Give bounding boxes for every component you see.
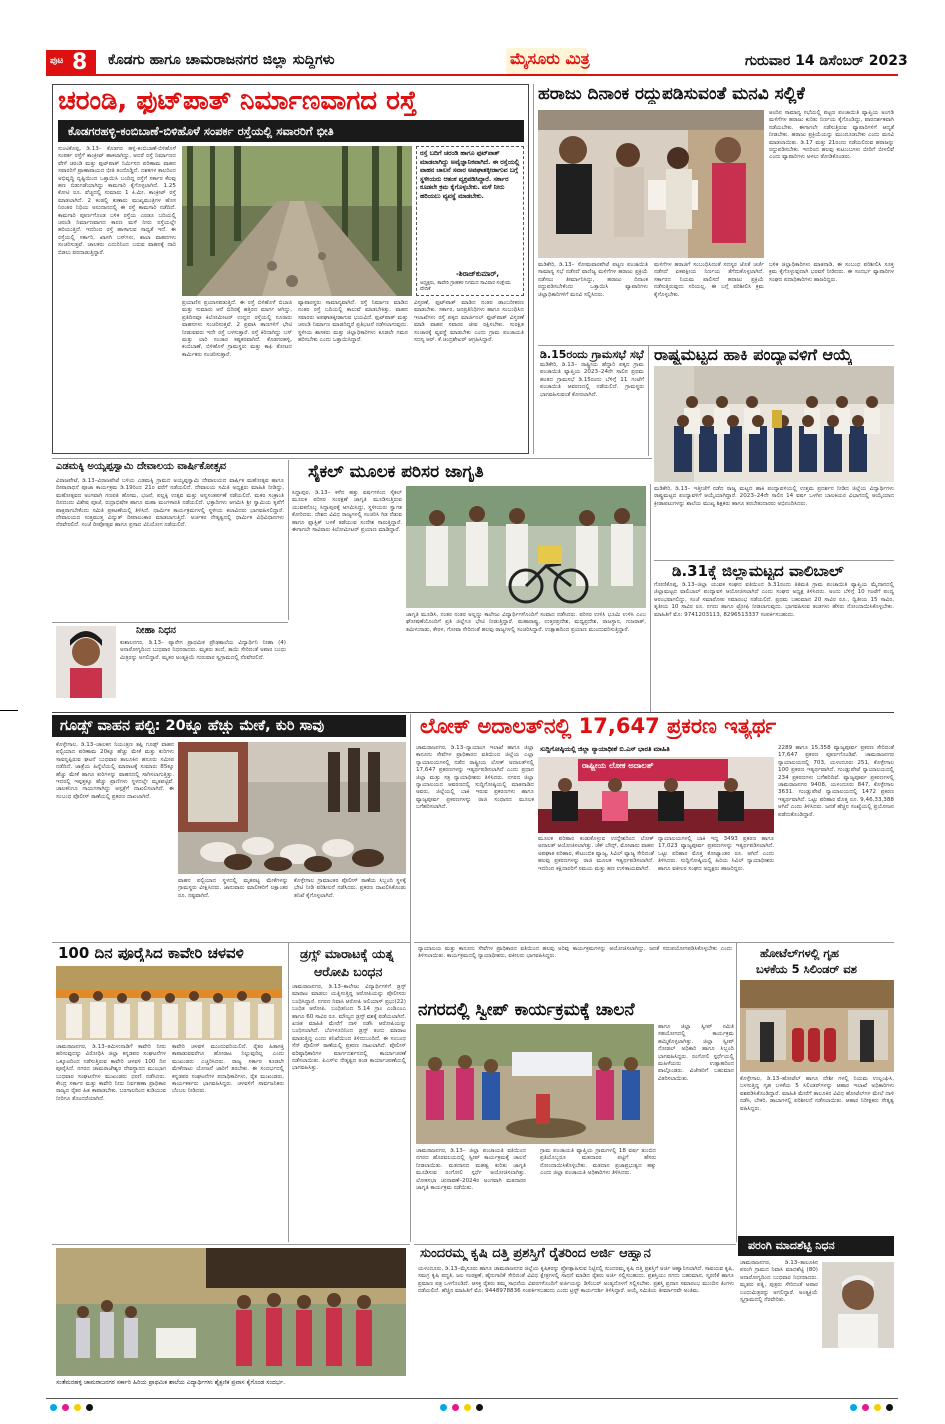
drugs-headline-line1: ಡ್ರಗ್ಸ್ ಮಾರಾಟಕ್ಕೆ ಯತ್ನ [300, 946, 394, 961]
road-photo [182, 146, 412, 296]
cycle-article-col1: ಸಿದ್ದಾಪುರ, ಡಿ.13– ಕಳೆದ ಹತ್ತು ವರ್ಷಗಳಿಂದ ಸೈಕಲ್ ಮೂಲಕ ಪರಿಸರ ಸಂರಕ್ಷಣೆ ಜಾಗೃತಿ ಮೂಡಿಸುತ್ತಿರುವ ಯುವಕನೊಬ್ಬ ಸಿದ್ದಾಪುರಕ್ಕೆ ಆಗಮಿಸಿದ್ದು, ಸ್ಥಳೀಯರು ಸ್ವಾಗತ ಕೋರಿದರು. ದೇಶದ ವಿವಿಧ ರಾಜ್ಯಗಳಲ್ಲಿ ಸಂಚರಿಸಿ ಗಿಡ ನೆಡುವ ಹಾಗೂ ಪ್ಲಾಸ್ಟಿಕ್ ಬಳಕೆ ತಡೆಯುವ ಸಂದೇಶ ಸಾರುತ್ತಿದ್ದಾರೆ. ಈಗಾಗಲೇ ಸಾವಿರಾರು ಕಿಲೋಮೀಟರ್ ಪ್ರಯಾಣ ಮಾಡಿದ್ದಾರೆ. [292, 490, 402, 534]
reg-dot [62, 1404, 69, 1411]
reg-dot [86, 1404, 93, 1411]
road-article-col3: ವ್ಯಾಪಾರಸ್ಥರು ಸಾಮಾನ್ಯವಾಗಿದೆ. ರಸ್ತೆ ನಿರ್ಮಾಣ ಮಾಡಿದ ನಂತರ ರಸ್ತೆ ಬದಿಯಲ್ಲಿ ಕಾಲುವೆ ಮಾಡಬೇಕಿತ್ತು, ವಾಹನ ಸವಾರರು ಅಪಘಾತಕ್ಕೀಡಾಗುವ ಭಯವಿದೆ. ಫುಟ್‌ಪಾತ್ ಮತ್ತು ಚರಂಡಿ ನಿರ್ಮಾಣ ಮಾಡದಿದ್ದರೆ ಪ್ರತಿಭಟನೆ ನಡೆಸಲಾಗುವುದು. ಸ್ಥಳೀಯ ಶಾಸಕರು ಮತ್ತು ಜಿಲ್ಲಾಧಿಕಾರಿಗಳು ಕೂಡಲೇ ಗಮನ ಹರಿಸಬೇಕು ಎಂದು ಒತ್ತಾಯಿಸಿದ್ದಾರೆ. [298, 300, 408, 344]
cycle-article-col2: ಜಾಗೃತಿ ಮೂಡಿಸಿ, ನಂತರ ನಂತರ ಅಲ್ಲದ್ದು ಕಾಲೇಜು ವಿದ್ಯಾರ್ಥಿಗಳೊಂದಿಗೆ ಸಂವಾದ ನಡೆಸಿದರು. ಪರಿಸರ ಉಳಿಸಿ ಭೂಮಿ ಉಳಿಸಿ ಎಂಬ ಘೋಷಣೆಯೊಂದಿಗೆ ಪ್ರತಿ ಜಿಲ್ಲೆಗೂ ಭೇಟಿ ನೀಡುತ್ತಿದ್ದಾರೆ. ಮಹಾರಾಷ್ಟ್ರ, ಉತ್ತರಪ್ರದೇಶ, ಮಧ್ಯಪ್ರದೇಶ, ರಾಜಸ್ಥಾನ, ಗುಜರಾತ್, ತಮಿಳುನಾಡು, ಕೇರಳ, ಗೋವಾ ಸೇರಿದಂತೆ ಹಲವು ರಾಜ್ಯಗಳಲ್ಲಿ ಸಂಚರಿಸಿದ್ದಾರೆ. ಉತ್ಸಾಹದಿಂದ ಪ್ರಯಾಣ ಮುಂದುವರಿಸುತ್ತಿದ್ದಾರೆ. [406, 612, 646, 633]
column-divider [410, 942, 411, 1242]
obituary2-portrait [822, 1262, 894, 1348]
cylinder-shop-photo [740, 980, 894, 1072]
divider [414, 1244, 736, 1245]
lokadalat-article-col3: ನ್ಯಾಯಾಲಯಗಳಲ್ಲಿ ಬಾಕಿ ಇದ್ದ 3493 ಪ್ರಕರಣ ಹಾಗೂ 17,023 ವ್ಯಾಜ್ಯಪೂರ್ವ ಪ್ರಕರಣಗಳನ್ನು ಇತ್ಯರ್ಥಪಡಿಸಲಾಗಿದೆ. ಒಟ್ಟು ಪರಿಹಾರ ಮೊತ್ತ ಕೋಟ್ಯಾಂತರ ರೂ. ಆಗಿದೆ ಎಂದು ತಿಳಿಸಿದರು. ಸುದ್ದಿಗೋಷ್ಠಿಯಲ್ಲಿ ಹಿರಿಯ ಸಿವಿಲ್ ನ್ಯಾಯಾಧೀಶರು ಹಾಗೂ ವಕೀಲರ ಸಂಘದ ಅಧ್ಯಕ್ಷರು ಹಾಜರಿದ್ದರು. [658, 836, 774, 872]
sweep-article-col3: ಹಾಗೂ ಜಿಲ್ಲಾ ಸ್ವೀಪ್ ಸಮಿತಿ ಸಹಯೋಗದಲ್ಲಿ ಕಾರ್ಯಕ್ರಮ ಹಮ್ಮಿಕೊಳ್ಳಲಾಗಿತ್ತು. ಜಿಲ್ಲಾ ಸ್ವೀಪ್ ನೋಡಲ್ ಅಧಿಕಾರಿ ಹಾಗೂ ಸಿಬ್ಬಂದಿ ಭಾಗವಹಿಸಿದ್ದರು. ರಂಗೋಲಿ ಸ್ಪರ್ಧೆಯಲ್ಲಿ ಮಹಿಳೆಯರು ಉತ್ಸಾಹದಿಂದ ಪಾಲ್ಗೊಂಡರು. ವಿಜೇತರಿಗೆ ಬಹುಮಾನ ವಿತರಿಸಲಾಯಿತು. [658, 1024, 734, 1082]
column-divider [736, 942, 737, 1242]
obituary2-headline: ಪರಂಗಿ ಮಾದಶೆಟ್ಟಿ ನಿಧನ [748, 1239, 835, 1252]
divider [52, 458, 652, 459]
road-headline: ಚರಂಡಿ, ಫುಟ್‌ಪಾತ್ ನಿರ್ಮಾಣವಾಗದ ರಸ್ತೆ [58, 86, 417, 116]
sweep-article-col2: ಗ್ರಾಮ ಪಂಚಾಯತಿ ವ್ಯಾಪ್ತಿಯ ಗ್ರಾಮಗಳಲ್ಲಿ 18 ವರ್ಷ ತುಂಬಿದ ಪ್ರತಿಯೊಬ್ಬರೂ ಮತದಾರರ ಪಟ್ಟಿಗೆ ಹೆಸರು ನೋಂದಾಯಿಸಿಕೊಳ್ಳಬೇಕು. ಮತದಾನ ಪ್ರಜಾಪ್ರಭುತ್ವದ ಹಕ್ಕು ಎಂದು ಜಿಲ್ಲಾ ಪಂಚಾಯತಿ ಅಧಿಕಾರಿಗಳು ತಿಳಿಸಿದರು. [540, 1148, 656, 1177]
kaveri-headline: 100 ದಿನ ಪೂರೈಸಿದ ಕಾವೇರಿ ಚಳವಳಿ [58, 944, 244, 962]
goods-article-col2: ವಾಹನ ಪಲ್ಟಿಯಾದ ಸ್ಥಳದಲ್ಲಿ ಮೃತಪಟ್ಟ ಮೇಕೆಗಳನ್ನು ಗ್ರಾಮಸ್ಥರು ವೀಕ್ಷಿಸಿದರು. ಜಾನುವಾರು ಮಾಲೀಕರಿಗೆ ಲಕ್ಷಾಂತರ ರೂ. ನಷ್ಟವಾಗಿದೆ. [178, 878, 288, 899]
school-caption: ಸಂತೆಮರಹಳ್ಳಿ ಚಾಮರಾಜನಗರ ಸರ್ಕಾರಿ ಹಿರಿಯ ಪ್ರಾಥಮಿಕ ಶಾಲೆಯ ವಿದ್ಯಾರ್ಥಿಗಳು ಶೈಕ್ಷಣಿಕ ಪ್ರವಾಸ ಕೈಗೊಂಡ ಸಂದರ್ಭ. [56, 1379, 285, 1386]
obituary1-portrait [56, 626, 116, 698]
gramasabha-article: ಮಡಿಕೇರಿ, ಡಿ.13– ರಾಷ್ಟ್ರೀಯ ಹೆದ್ದಾರಿ ಪಕ್ಕದ ಗ್ರಾಮ ಪಂಚಾಯಿತಿ ವ್ಯಾಪ್ತಿಯ 2023–24ನೇ ಸಾಲಿನ ಪ್ರಥಮ ಹಂತದ ಗ್ರಾಮಸಭೆ ಡಿ.15ರಂದು ಬೆಳಿಗ್ಗೆ 11 ಗಂಟೆಗೆ ಪಂಚಾಯಿತಿ ಆವರಣದಲ್ಲಿ ನಡೆಯಲಿದೆ. ಗ್ರಾಮಸ್ಥರು ಭಾಗವಹಿಸುವಂತೆ ಕೋರಲಾಗಿದೆ. [540, 362, 644, 398]
road-subhead: ಕೊಡಗರಹಳ್ಳಿ-ಕಂಬಿಬಾಣೆ-ಬಿಳಿಹೊಳೆ ಸಂಪರ್ಕ ರಸ್ತೆಯಲ್ಲಿ ಸವಾರರಿಗೆ ಭೀತಿ [68, 124, 334, 138]
reg-dot [464, 1404, 471, 1411]
obituary1-article: ಕುಶಾಲನಗರ, ಡಿ.13– ಪ್ಯಾರೇಗ ಪ್ರಾಥಮಿಕ ಪ್ರೌಢಶಾಲೆಯ ವಿದ್ಯಾರ್ಥಿನಿ ನೀಹಾ (4) ಅನಾರೋಗ್ಯದಿಂದ ಬುಧವಾರ ನಿಧನರಾದರು. ಮೃತರು ತಂದೆ, ತಾಯಿ ಸೇರಿದಂತೆ ಅಪಾರ ಬಂಧು ಮಿತ್ರರನ್ನು ಅಗಲಿದ್ದಾರೆ. ಮೃತರ ಅಂತ್ಯಕ್ರಿಯೆ ಗುರುವಾರ ಸ್ವಗ್ರಾಮದಲ್ಲಿ ನೆರವೇರಲಿದೆ. [120, 640, 286, 661]
petition-article-col2: ಮಡಿಕೇರಿ, ಡಿ.13– ಸೋಮವಾರಪೇಟೆ ಪಟ್ಟಣ ಪಂಚಾಯಿತಿ ಸಾಮಾನ್ಯ ಸಭೆ ನಡೆಸದೆ ವಾಣಿಜ್ಯ ಮಳಿಗೆಗಳ ಹರಾಜು ಪ್ರಕ್ರಿಯೆ ನಡೆಸಲು ತೀರ್ಮಾನಿಸಿದ್ದು, ಹರಾಜು ದಿನಾಂಕ ರದ್ದುಪಡಿಸಬೇಕೆಂದು ಒತ್ತಾಯಿಸಿ ವ್ಯಾಪಾರಿಗಳು ಜಿಲ್ಲಾಧಿಕಾರಿಗಳಿಗೆ ಮನವಿ ಸಲ್ಲಿಸಿದರು. [538, 262, 648, 298]
reg-dot [452, 1404, 459, 1411]
reg-dot [850, 1404, 857, 1411]
road-quote-role: ಅಧ್ಯಕ್ಷರು, ಕಾವೇರಿ ಗ್ರಾಹಕರ ನಿಗಮದ ಸಾವಿರಾರ ಸಂಕ್ಷೇಮ ವೇದಿಕೆ [420, 280, 511, 292]
cycle-headline: ಸೈಕಲ್ ಮೂಲಕ ಪರಿಸರ ಜಾಗೃತಿ [308, 462, 484, 482]
sweep-article-col1: ಚಾಮರಾಜನಗರ, ಡಿ.13– ಜಿಲ್ಲಾ ಪಂಚಾಯತಿ ವತಿಯಿಂದ ನಗರದ ಹೊರವಲಯದಲ್ಲಿ ಸ್ವೀಪ್ ಕಾರ್ಯಕ್ರಮಕ್ಕೆ ಚಾಲನೆ ನೀಡಲಾಯಿತು. ಮತದಾನದ ಮಹತ್ವ ಕುರಿತು ಜಾಗೃತಿ ಮೂಡಿಸುವ ರಂಗೋಲಿ ಸ್ಪರ್ಧೆ ಆಯೋಜಿಸಲಾಗಿತ್ತು. ಲೋಕಸಭಾ ಚುನಾವಣೆ–2024ರ ಅಂಗವಾಗಿ ಮತದಾರರ ಜಾಗೃತಿ ಕಾರ್ಯಕ್ರಮ ನಡೆಯಿತು. [416, 1148, 526, 1192]
newspaper-logo: ಮೈಸೂರು ಮಿತ್ರ [510, 49, 590, 68]
sweep-top-text: ನ್ಯಾಯಾಲಯ ಮತ್ತು ಕಾನೂನು ಸೇವೆಗಳ ಪ್ರಾಧಿಕಾರದ ವತಿಯಿಂದ ಹಲವು ಅರಿವು ಕಾರ್ಯಕ್ರಮಗಳನ್ನು ಆಯೋಜಿಸಲಾಗಿದ್ದು, ಜನತೆ ಸದುಪಯೋಗಪಡಿಸಿಕೊಳ್ಳಬೇಕು ಎಂದು ತಿಳಿಸಲಾಯಿತು. ಕಾರ್ಯಕ್ರಮದಲ್ಲಿ ನ್ಯಾಯಾಧೀಶರು, ವಕೀಲರು ಭಾಗವಹಿಸಿದ್ದರು. [418, 946, 732, 960]
registration-marks [50, 1404, 895, 1414]
road-article-col2: ಪ್ರಯಾಣಿಸ ಪ್ರಯಾಸಪಡುತ್ತಿದೆ. ಈ ರಸ್ತೆ ಬಿಳಿಹೊಳೆ ಬಿಬಾಜಿ ಮತ್ತು ಸುಮಾರು ಆನೆ ಬಿದಿರಕ್ಕೆ ಹತ್ತಿರದ ಮಾರ್ಗ ಆಗಿದ್ದು, ಪ್ರತಿದಿನವೂ ಕಿಲೋಮೀಟರ್ ಉದ್ದದ ರಸ್ತೆಯಲ್ಲಿ ನೂರಾರು ವಾಹನಗಳು ಸಂಚರಿಸುತ್ತವೆ. 2 ಪ್ರವಾಸಿ ತಾಣಗಳಿಗೆ ಭೇಟಿ ನೀಡುವವರು ಇದೇ ರಸ್ತೆ ಬಳಸುತ್ತಾರೆ. ರಸ್ತೆ ಕಿರಿದಾಗಿದ್ದು ಬಸ್ ಮತ್ತು ಲಾರಿ ಸಂಚಾರ ಕಷ್ಟಕರವಾಗಿದೆ. ಕೊಡಗರಹಳ್ಳಿ, ಕಂಬಿಬಾಣೆ, ಬಿಳಿಹೊಳೆ ಗ್ರಾಮಸ್ಥರು ಮತ್ತು ಕಾಫಿ ತೋಟದ ಕಾರ್ಮಿಕರು ಸಂಚರಿಸುತ್ತಾರೆ. [182, 300, 292, 358]
divider [52, 1244, 410, 1245]
column-divider [288, 460, 289, 620]
cylinder-headline-line2: ಬಳಕೆಯ 5 ಸಿಲಿಂಡರ್ ವಶ [756, 962, 857, 976]
cycle-photo [406, 486, 646, 608]
lokadalat-press-photo [538, 757, 774, 833]
petition-article-col3: ಮಳಿಗೆಗಳ ಹರಾಜಿಗೆ ಸಂಬಂಧಿಸಿದಂತೆ ಸದಸ್ಯರ ಜೊತೆ ಚರ್ಚೆ ನಡೆಸದೆ ಏಕಪಕ್ಷೀಯ ನಿರ್ಣಯ ತೆಗೆದುಕೊಳ್ಳಲಾಗಿದೆ. ಸರ್ಕಾರದ ನಿಯಮ ಪಾಲಿಸದೆ ಹರಾಜು ಪ್ರಕ್ರಿಯೆ ನಡೆಸುತ್ತಿರುವುದು ಸರಿಯಲ್ಲ. ಈ ಬಗ್ಗೆ ಪರಿಶೀಲಿಸಿ ಕ್ರಮ ಕೈಗೊಳ್ಳಬೇಕು. [654, 262, 764, 298]
kaveri-article-col2: ಕಾವೇರಿ ಚಳವಳಿ ಮುಂದುವರಿಯಲಿದೆ. ರೈತರ ಹಿತಾಸಕ್ತಿ ಕಾಪಾಡುವವರೆಗೂ ಹೋರಾಟ ನಿಲ್ಲುವುದಿಲ್ಲ ಎಂದು ಮುಖಂಡರು ಎಚ್ಚರಿಸಿದರು. ರಾಜ್ಯ ಸರ್ಕಾರ ಕೂಡಲೇ ಮೇಕೆದಾಟು ಯೋಜನೆ ಜಾರಿಗೆ ತರಬೇಕು. ಈ ಸಂದರ್ಭದಲ್ಲಿ ಕನ್ನಡಪರ ಸಂಘಟನೆಗಳ ಪದಾಧಿಕಾರಿಗಳು, ರೈತ ಮುಖಂಡರು, ಕಾರ್ಯಕರ್ತರು ಭಾಗವಹಿಸಿದ್ದರು. ಚಳವಳಿಗೆ ಸಾರ್ವಜನಿಕರು ಬೆಂಬಲ ನೀಡಿದರು. [172, 1044, 284, 1095]
divider [52, 942, 410, 943]
page-number-badge [46, 50, 96, 74]
road-quote-text: ರಸ್ತೆ ಬದಿಗೆ ಚರಂಡಿ ಹಾಗೂ ಫುಟ್‌ಪಾತ್ ಮಾಡಲಾಗಿದ್ದು ಅವೈಜ್ಞಾನಿಕವಾಗಿದೆ. ಈ ರಸ್ತೆಯಲ್ಲಿ ವಾಹನ ಚಾಲನೆ ಸವಾರ ಅಪಘಾತಕ್ಕೀಡಾಗುವ ಬಗ್ಗೆ ಸ್ಥಳೀಯರು ಆತಂಕ ವ್ಯಕ್ತಪಡಿಸಿದ್ದಾರೆ. ಸರ್ಕಾರ ಕೂಡಲೇ ಕ್ರಮ ಕೈಗೊಳ್ಳಬೇಕು. ಮಳೆ ನೀರು ಹರಿಯಲು ವ್ಯವಸ್ಥೆ ಮಾಡಬೇಕು. [420, 150, 520, 200]
temple-headline: ಎಡಮಕ್ಕಿ ಅಯ್ಯಪ್ಪಸ್ವಾಮಿ ದೇವಾಲಯ ವಾರ್ಷಿಕೋತ್ಸವ [56, 461, 227, 472]
goods-article-col3: ಕೊಳ್ಳೇಗಾಲ ಗ್ರಾಮಾಂತರ ಪೊಲೀಸ್ ಠಾಣೆಯ ಸಿಬ್ಬಂದಿ ಸ್ಥಳಕ್ಕೆ ಭೇಟಿ ನೀಡಿ ಪರಿಶೀಲನೆ ನಡೆಸಿದರು. ಪ್ರಕರಣ ದಾಖಲಿಸಿಕೊಂಡು ತನಿಖೆ ಕೈಗೊಳ್ಳಲಾಗಿದೆ. [294, 878, 406, 899]
sundaramma-headline: ಸುಂದರಮ್ಮ ಕೃಷಿ ದತ್ತಿ ಪ್ರಶಸ್ತಿಗೆ ರೈತರಿಂದ ಅರ್ಜಿ ಆಹ್ವಾನ [420, 1246, 651, 1261]
reg-dot [476, 1404, 483, 1411]
volleyball-headline: ಡಿ.31ಕ್ಕೆ ಜಿಲ್ಲಾಮಟ್ಟದ ವಾಲಿಬಾಲ್ [672, 562, 844, 580]
kaveri-article-col1: ಚಾಮರಾಜನಗರ, ಡಿ.13–ತಮಿಳುನಾಡಿಗೆ ಕಾವೇರಿ ನೀರು ಹರಿಸುವುದನ್ನು ವಿರೋಧಿಸಿ ಜಿಲ್ಲಾ ಕನ್ನಡಪರ ಸಂಘಟನೆಗಳ ಒಕ್ಕೂಟದಿಂದ ನಡೆಸುತ್ತಿರುವ ಕಾವೇರಿ ಚಳವಳಿ 100 ದಿನ ಪೂರೈಸಿದೆ. ನಗರದ ಚಾಮರಾಜೇಶ್ವರ ದೇವಸ್ಥಾನದ ಮುಂಭಾಗ ಬುಧವಾರ ಸಂಘಟನೆಗಳ ಮುಖಂಡರು ಧರಣಿ ನಡೆಸಿದರು. ಕೇಂದ್ರ ಸರ್ಕಾರ ಮತ್ತು ಕಾವೇರಿ ನೀರು ನಿರ್ವಹಣಾ ಪ್ರಾಧಿಕಾರ ರಾಜ್ಯದ ರೈತರ ಹಿತ ಕಾಪಾಡಬೇಕು. ಬರಗಾಲದಿಂದ ಕುಡಿಯುವ ನೀರಿಗೂ ತೊಂದರೆಯಾಗಿದೆ. [56, 1044, 166, 1102]
petition-headline: ಹರಾಜು ದಿನಾಂಕ ರದ್ದುಪಡಿಸುವಂತೆ ಮನವಿ ಸಲ್ಲಿಕೆ [538, 84, 805, 104]
gramasabha-headline: ಡಿ.15ರಂದು ಗ್ರಾಮಸಭೆ ಸಭೆ [540, 348, 644, 361]
reg-dot [74, 1404, 81, 1411]
obituary1-headline: ನೀಹಾ ನಿಧನ [136, 625, 176, 636]
hockey-article: ಮಡಿಕೇರಿ, ಡಿ.13– ಇತ್ತೀಚೆಗೆ ನಡೆದ ರಾಜ್ಯ ಮಟ್ಟದ ಹಾಕಿ ಪಂದ್ಯಾವಳಿಯಲ್ಲಿ ಉತ್ತಮ ಪ್ರದರ್ಶನ ನೀಡಿದ ಜಿಲ್ಲೆಯ ವಿದ್ಯಾರ್ಥಿಗಳು ರಾಷ್ಟ್ರಮಟ್ಟದ ಪಂದ್ಯಾವಳಿಗೆ ಆಯ್ಕೆಯಾಗಿದ್ದಾರೆ. 2023–24ನೇ ಸಾಲಿನ 14 ವರ್ಷ ಒಳಗಿನ ಬಾಲಕಿಯರ ವಿಭಾಗದಲ್ಲಿ ಆಯ್ಕೆಯಾದ ಕ್ರೀಡಾಪಟುಗಳನ್ನು ಶಾಲೆಯ ಮುಖ್ಯ ಶಿಕ್ಷಕರು ಹಾಗೂ ತರಬೇತುದಾರರು ಅಭಿನಂದಿಸಿದರು. [654, 486, 894, 507]
cylinder-headline-line1: ಹೋಟೆಲ್‌ಗಳಲ್ಲಿ ಗೃಹ [760, 946, 839, 960]
cylinder-article: ಕೊಳ್ಳೇಗಾಲ, ಡಿ.13–ಹೋಟೆಲ್ ಹಾಗೂ ದೇಶೀ ಗಳಲ್ಲಿ ನಿಯಮ ಉಲ್ಲಂಘಿಸಿ, ಬಳಸುತ್ತಿದ್ದ ಗೃಹ ಬಳಕೆಯ 5 ಸಿಲಿಂಡರ್‌ಗಳನ್ನು ಆಹಾರ ಇಲಾಖೆ ಅಧಿಕಾರಿಗಳು ವಶಪಡಿಸಿಕೊಂಡಿದ್ದಾರೆ. ಮಾಹಿತಿ ಮೇರೆಗೆ ತಾಲೂಕಿನ ವಿವಿಧ ಹೋಟೆಲ್‌ಗಳ ಮೇಲೆ ದಾಳಿ ನಡೆಸಿ, ಬೇಕರಿ, ಡಾಬಾಗಳಲ್ಲಿ ಪರಿಶೀಲನೆ ನಡೆಸಲಾಯಿತು. ಆಹಾರ ನಿರೀಕ್ಷಕರು ನೇತೃತ್ವ ವಹಿಸಿದ್ದರು. [740, 1076, 894, 1112]
lokadalat-byline: ಸುದ್ದಿಗೋಷ್ಠಿಯಲ್ಲಿ ಜಿಲ್ಲಾ ನ್ಯಾಯಾಧೀಶೆ ಬಿ.ಎಸ್ ಭಾರತಿ ಮಾಹಿತಿ [540, 745, 670, 753]
hockey-team-photo [654, 366, 894, 482]
lokadalat-banner-text: ರಾಷ್ಟ್ರೀಯ ಲೋಕ ಅದಾಲತ್ [582, 761, 654, 770]
column-divider [533, 84, 534, 454]
hockey-headline: ರಾಷ್ಟ್ರಮಟ್ಟದ ಹಾಕಿ ಪಂದ್ಯಾವಳಿಗೆ ಆಯ್ಕೆ [654, 345, 853, 364]
bottom-rule [46, 1398, 898, 1399]
drugs-article: ಚಾಮರಾಜನಗರ, ಡಿ.13–ಕಾಲೇಜು ವಿದ್ಯಾರ್ಥಿಗಳಿಗೆ ಡ್ರಗ್ಸ್ ಮಾರಾಟ ಮಾಡಲು ಯತ್ನಿಸುತ್ತಿದ್ದ ಆರೋಪಿಯನ್ನು ಪೊಲೀಸರು ಬಂಧಿಸಿದ್ದಾರೆ. ನಗರದ ನಿವಾಸಿ ಆರೋಪಿ ಅಲಿಯಾಸ್ ಪ್ರಭು(22) ಬಂಧಿತ ಆರೋಪಿ. ಬಂಧಿತನಿಂದ 5.14 ಗ್ರಾಂ ಎಂಡಿಎಂಎ ಹಾಗೂ 60 ಸಾವಿರ ರೂ. ಮೌಲ್ಯದ ಡ್ರಗ್ಸ್ ವಶಕ್ಕೆ ಪಡೆಯಲಾಗಿದೆ. ಖಚಿತ ಮಾಹಿತಿ ಮೇರೆಗೆ ದಾಳಿ ನಡೆಸಿ ಆರೋಪಿಯನ್ನು ಬಂಧಿಸಲಾಗಿದೆ. ಬೆಂಗಳೂರಿನಿಂದ ಡ್ರಗ್ಸ್ ತಂದು ಮಾರಾಟ ಮಾಡುತ್ತಿದ್ದ ಎಂದು ತನಿಖೆಯಿಂದ ತಿಳಿದುಬಂದಿದೆ. ಈ ಸಂಬಂಧ ಸೆನ್ ಪೊಲೀಸ್ ಠಾಣೆಯಲ್ಲಿ ಪ್ರಕರಣ ದಾಖಲಾಗಿದೆ. ಪೊಲೀಸ್ ವರಿಷ್ಠಾಧಿಕಾರಿಗಳ ಮಾರ್ಗದರ್ಶನದಲ್ಲಿ ಕಾರ್ಯಾಚರಣೆ ನಡೆಸಲಾಯಿತು. ಪಿಎಸ್‌ಐ ನೇತೃತ್ವದ ತಂಡ ಕಾರ್ಯಾಚರಣೆಯಲ್ಲಿ ಭಾಗವಹಿಸಿತ್ತು. [292, 984, 406, 1072]
page-number: 8 [72, 50, 88, 75]
sweep-headline: ನಗರದಲ್ಲಿ ಸ್ವೀಪ್ ಕಾರ್ಯಕ್ರಮಕ್ಕೆ ಚಾಲನೆ [418, 1000, 635, 1020]
reg-dot [440, 1404, 447, 1411]
issue-date: ಗುರುವಾರ 14 ಡಿಸೆಂಬರ್ 2023 [745, 53, 908, 69]
lokadalat-headline: ಲೋಕ್ ಅದಾಲತ್‌ನಲ್ಲಿ 17,647 ಪ್ರಕರಣ ಇತ್ಯರ್ಥ [420, 714, 777, 738]
page-label: ಪುಟ [50, 56, 64, 66]
sundaramma-article: ಯಳಂದೂರು, ಡಿ.13–ಮೈಸೂರು ಹಾಗೂ ಚಾಮರಾಜನಗರ ಜಿಲ್ಲೆಯ ಕೃಷಿಕರನ್ನು ಪ್ರೋತ್ಸಾಹಿಸುವ ನಿಟ್ಟಿನಲ್ಲಿ ಸುಂದರಮ್ಮ ಕೃಷಿ ದತ್ತಿ ಪ್ರಶಸ್ತಿಗೆ ಅರ್ಜಿ ಆಹ್ವಾನಿಸಲಾಗಿದೆ. ಸಾವಯವ ಕೃಷಿ, ಸಮಗ್ರ ಕೃಷಿ ಪದ್ಧತಿ, ಜಲ ಸಂರಕ್ಷಣೆ, ಹೈನುಗಾರಿಕೆ ಸೇರಿದಂತೆ ವಿವಿಧ ಕ್ಷೇತ್ರಗಳಲ್ಲಿ ಸಾಧನೆ ಮಾಡಿದ ರೈತರು ಅರ್ಜಿ ಸಲ್ಲಿಸಬಹುದು. ಪ್ರಶಸ್ತಿಯು ನಗದು ಬಹುಮಾನ, ಸ್ಮರಣಿಕೆ ಹಾಗೂ ಪ್ರಮಾಣ ಪತ್ರ ಒಳಗೊಂಡಿದೆ. ಆಸಕ್ತ ರೈತರು ತಮ್ಮ ಸಾಧನೆಯ ವಿವರಗಳೊಂದಿಗೆ ಅರ್ಜಿಯನ್ನು ಡಿಸೆಂಬರ್ ಅಂತ್ಯದೊಳಗೆ ಸಲ್ಲಿಸಬೇಕು. ಪ್ರಶಸ್ತಿ ಪ್ರದಾನ ಸಮಾರಂಭ ಮುಂದಿನ ತಿಂಗಳು ನಡೆಯಲಿದೆ. ಹೆಚ್ಚಿನ ಮಾಹಿತಿಗೆ ಮೊ: 9448978836 ಸಂಪರ್ಕಿಸಬಹುದು ಎಂದು ಟ್ರಸ್ಟ್ ಕಾರ್ಯದರ್ಶಿ ತಿಳಿಸಿದ್ದಾರೆ. ಆಯ್ಕೆ ಸಮಿತಿಯ ತೀರ್ಮಾನವೇ ಅಂತಿಮ. [418, 1266, 734, 1295]
goods-accident-photo [178, 742, 406, 874]
petition-photo [538, 110, 764, 258]
column-divider [648, 346, 649, 456]
volleyball-article: ಗೋಣಿಕೊಪ್ಪ, ಡಿ.13–ಜಿಲ್ಲಾ ಯುವಕ ಸಂಘದ ವತಿಯಿಂದ ಡಿ.31ರಂದು ತಿತಿಮತಿ ಗ್ರಾಮ ಪಂಚಾಯಿತಿ ವ್ಯಾಪ್ತಿಯ ಮೈದಾನದಲ್ಲಿ ಜಿಲ್ಲಾಮಟ್ಟದ ವಾಲಿಬಾಲ್ ಪಂದ್ಯಾವಳಿ ಆಯೋಜಿಸಲಾಗಿದೆ ಎಂದು ಸಂಘದ ಅಧ್ಯಕ್ಷ ತಿಳಿಸಿದರು. ಅಂದು ಬೆಳಿಗ್ಗೆ 10 ಗಂಟೆಗೆ ಪಂದ್ಯ ಆರಂಭವಾಗಲಿದ್ದು, ಸಂಜೆ ಸಮಾರೋಪ ಸಮಾರಂಭ ನಡೆಯಲಿದೆ. ಪ್ರಥಮ ಬಹುಮಾನ 20 ಸಾವಿರ ರೂ., ದ್ವಿತೀಯ 15 ಸಾವಿರ, ತೃತೀಯ 10 ಸಾವಿರ ರೂ. ನಗದು ಹಾಗೂ ಟ್ರೋಫಿ ನೀಡಲಾಗುವುದು. ಭಾಗವಹಿಸುವ ತಂಡಗಳು ಹೆಸರು ನೋಂದಾಯಿಸಿಕೊಳ್ಳಬೇಕು. ಮಾಹಿತಿಗೆ ಮೊ: 9741203113, 8296513337 ಸಂಪರ್ಕಿಸಬಹುದು. [654, 582, 894, 618]
divider [414, 942, 894, 943]
lokadalat-article-col2: ಮೂಲಕ ಪರಿಹಾರ ಕಂಡುಕೊಳ್ಳುವ ಉದ್ದೇಶದಿಂದ ಲೋಕ್ ಅದಾಲತ್ ಆಯೋಜಿಸಲಾಗಿತ್ತು. ಚೆಕ್ ಬೌನ್ಸ್, ಮೋಟಾರು ವಾಹನ ಅಪಘಾತ ಪರಿಹಾರ, ಕೌಟುಂಬಿಕ ವ್ಯಾಜ್ಯ, ಸಿವಿಲ್ ವ್ಯಾಜ್ಯ ಸೇರಿದಂತೆ ಹಲವು ಪ್ರಕರಣಗಳನ್ನು ರಾಜಿ ಮೂಲಕ ಇತ್ಯರ್ಥಪಡಿಸಲಾಗಿದೆ. ಇದರಿಂದ ಕಕ್ಷಿದಾರರಿಗೆ ಸಮಯ ಮತ್ತು ಹಣ ಉಳಿತಾಯವಾಗಿದೆ. [538, 836, 654, 872]
temple-article: ವಿರಾಜಪೇಟೆ, ಡಿ.13–ವಿರಾಜಪೇಟೆ ಬಳಿಯ ಎಡಮಕ್ಕಿ ಗ್ರಾಮದ ಅಯ್ಯಪ್ಪಸ್ವಾಮಿ ದೇವಾಲಯದ ವಾರ್ಷಿಕ ಮಹೋತ್ಸವ ಹಾಗೂ ದೀಪಾರಾಧನೆ ಪೂಜಾ ಕಾರ್ಯಕ್ರಮ ಡಿ.19ರಿಂದ 21ರ ವರೆಗೆ ನಡೆಯಲಿದೆ. ದೇವಾಲಯ ಸಮಿತಿ ಅಧ್ಯಕ್ಷರು ಮಾಹಿತಿ ನೀಡಿದ್ದು, ಮಹೋತ್ಸವದ ಅಂಗವಾಗಿ ಗಣಪತಿ ಹೋಮ, ಭಜನೆ, ಪಲ್ಲಕ್ಕಿ ಉತ್ಸವ ಮತ್ತು ಅನ್ನಸಂತರ್ಪಣೆ ನಡೆಯಲಿದೆ. ಮಕರ ಸಂಕ್ರಾಂತಿ ದಿನದಂದು ವಿಶೇಷ ಪೂಜೆ, ರುದ್ರಾಭಿಷೇಕ ಹಾಗೂ ಮಹಾ ಮಂಗಳಾರತಿ ನಡೆಯಲಿದೆ. ಭಕ್ತಾದಿಗಳು ಆಗಮಿಸಿ ಶ್ರೀ ಸ್ವಾಮಿಯ ಕೃಪೆಗೆ ಪಾತ್ರರಾಗಬೇಕೆಂದು ಸಮಿತಿ ಪ್ರಕಟಣೆಯಲ್ಲಿ ತಿಳಿಸಿದೆ. ಧಾರ್ಮಿಕ ಕಾರ್ಯಕ್ರಮಗಳಲ್ಲಿ ಸ್ಥಳೀಯ ಕಲಾವಿದರು ಭಾಗವಹಿಸಲಿದ್ದಾರೆ. ದೇವಾಲಯದ ಸುತ್ತಮುತ್ತ ವಿದ್ಯುತ್ ದೀಪಾಲಂಕಾರ ಮಾಡಲಾಗುತ್ತಿದೆ. ಅರ್ಚಕರ ನೇತೃತ್ವದಲ್ಲಿ ಧಾರ್ಮಿಕ ವಿಧಿವಿಧಾನಗಳು ನೆರವೇರಲಿದೆ. ಸಂಜೆ ದೀಪೋತ್ಸವ ಹಾಗೂ ಪ್ರಸಾದ ವಿನಿಯೋಗ ನಡೆಯಲಿದೆ. [56, 478, 284, 529]
goods-headline: ಗೂಡ್ಸ್ ವಾಹನ ಪಲ್ಟಿ: 20ಕ್ಕೂ ಹೆಚ್ಚು ಮೇಕೆ, ಕುರಿ ಸಾವು [60, 718, 325, 734]
road-quote-byline: -ಶಿರಾಜ್‌ಕುಮಾರ್, [456, 270, 500, 278]
section-title: ಕೊಡಗು ಹಾಗೂ ಚಾಮರಾಜನಗರ ಜಿಲ್ಲಾ ಸುದ್ದಿಗಳು [108, 52, 335, 68]
reg-dot [874, 1404, 881, 1411]
column-divider [650, 484, 651, 712]
page-section-divider [52, 712, 894, 713]
lokadalat-article-col1: ಚಾಮರಾಜನಗರ, ಡಿ.13–ನ್ಯಾಯಾಂಗ ಇಲಾಖೆ ಹಾಗೂ ಜಿಲ್ಲಾ ಕಾನೂನು ಸೇವೆಗಳ ಪ್ರಾಧಿಕಾರದ ವತಿಯಿಂದ ಜಿಲ್ಲೆಯ ಎಲ್ಲಾ ನ್ಯಾಯಾಲಯಗಳಲ್ಲಿ ನಡೆದ ರಾಷ್ಟ್ರೀಯ ಲೋಕ್ ಅದಾಲತ್‌ನಲ್ಲಿ 17,647 ಪ್ರಕರಣಗಳನ್ನು ಇತ್ಯರ್ಥಪಡಿಸಲಾಗಿದೆ ಎಂದು ಪ್ರಧಾನ ಜಿಲ್ಲಾ ಮತ್ತು ಸತ್ರ ನ್ಯಾಯಾಧೀಶರು ತಿಳಿಸಿದರು. ನಗರದ ಜಿಲ್ಲಾ ನ್ಯಾಯಾಲಯದ ಆವರಣದಲ್ಲಿ ಸುದ್ದಿಗೋಷ್ಠಿಯಲ್ಲಿ ಮಾತನಾಡಿದ ಅವರು, ಜಿಲ್ಲೆಯಲ್ಲಿ ಬಾಕಿ ಇರುವ ಪ್ರಕರಣಗಳು ಹಾಗೂ ವ್ಯಾಜ್ಯಪೂರ್ವ ಪ್ರಕರಣಗಳನ್ನು ರಾಜಿ ಸಂಧಾನದ ಮೂಲಕ ಬಗೆಹರಿಸಲಾಗಿದೆ. [416, 745, 534, 811]
road-article-col1: ಸುಂಟಿಕೊಪ್ಪ, ಡಿ.13– ಕೊಡಗರ ಹಳ್ಳಿ-ಕಂಬಿಬಾಣೆ-ಬಿಳಿಹೊಳೆ ಸಂಪರ್ಕ ರಸ್ತೆಗೆ ಕಾಂಕ್ರೀಟ್ ಹಾಕಲಾಗಿದ್ದು, ಆದರೆ ರಸ್ತೆ ನಿರ್ಮಾಣದ ವೇಳೆ ಚರಂಡಿ ಮತ್ತು ಫುಟ್‌ಪಾತ್ ನಿರ್ಮಿಸದ ಪರಿಣಾಮ ವಾಹನ ಸವಾರರಿಗೆ ಪ್ರಾಣಾಪಾಯದ ಭೀತಿ ತಂದೊಡ್ಡಿದೆ. ದಶಕಗಳ ಕಾಲದಿಂದ ಅಭಿವೃದ್ಧಿ ದೃಷ್ಟಿಯಿಂದ ಒತ್ತಾಯಿಸಿ ಬಂದಿದ್ದ ರಸ್ತೆಗೆ ಸರ್ಕಾರ ಕೆಲವು ಹಣ ಬಿಡುಗಡೆಯಾಗಿದ್ದು ಕಾಮಗಾರಿ ಕೈಗೊಳ್ಳಲಾಗಿದೆ. 1.25 ಕೋಟಿ ರೂ. ವೆಚ್ಚದಲ್ಲಿ ಸುಮಾರು 1 ಕಿ.ಮೀ. ಕಾಂಕ್ರೀಟ್ ರಸ್ತೆ ಮಾಡಲಾಗಿದೆ. 2 ಕಂಡಲ್ಲಿ ಕುಣಾರು ಮುಖ್ಯಮಂತ್ರಿಗಳ ಹೊಸ ನಿರಂತರ ನಿಧಿಯ ಅನುದಾನದಲ್ಲಿ ಈ ರಸ್ತೆ ಕಾಮಗಾರಿ ನಡೆದಿದೆ. ಕಾಮಗಾರಿ ಪೂರ್ಣಗೊಂಡ ಬಳಿಕ ರಸ್ತೆಯ ಎರಡೂ ಬದಿಯಲ್ಲಿ ಚರಂಡಿ ನಿರ್ಮಾಣವಾಗದ ಕಾರಣ ಮಳೆ ನೀರು ರಸ್ತೆಯಲ್ಲೇ ಹರಿಯುತ್ತಿದೆ. ಇದರಿಂದ ರಸ್ತೆ ಹಾಳಾಗುವ ಸಾಧ್ಯತೆ ಇದೆ. ಈ ರಸ್ತೆಯಲ್ಲಿ ಸರ್ಕಾರಿ, ಖಾಸಗಿ ಬಸ್‌ಗಳು, ಶಾಲಾ ವಾಹನಗಳು ಸಂಚರಿಸುತ್ತವೆ. ಚಾಲಕರು ಎದುರಿನಿಂದ ಬರುವ ವಾಹನಕ್ಕೆ ದಾರಿ ಬಿಡಲು ಪರದಾಡುತ್ತಿದ್ದಾರೆ. [58, 146, 176, 256]
lokadalat-article-col4: 2289 ಹಾಗೂ 15,358 ವ್ಯಾಜ್ಯಪೂರ್ವ ಪ್ರಕರಣ ಸೇರಿದಂತೆ 17,647 ಪ್ರಕರಣ ಪೂರ್ಣಗೊಂಡಿವೆ. ಚಾಮರಾಜನಗರ ನ್ಯಾಯಾಲಯದಲ್ಲಿ 703, ಯಳಂದೂರು 251, ಕೊಳ್ಳೇಗಾಲ 100 ಪ್ರಕರಣ ಇತ್ಯರ್ಥವಾಗಿದೆ. ಗುಂಡ್ಲುಪೇಟೆ ನ್ಯಾಯಾಲಯದಲ್ಲಿ 234 ಪ್ರಕರಣಗಳು ಬಗೆಹರಿದಿವೆ. ವ್ಯಾಜ್ಯಪೂರ್ವ ಪ್ರಕರಣಗಳಲ್ಲಿ ಚಾಮರಾಜನಗರ 9408, ಯಳಂದೂರು 847, ಕೊಳ್ಳೇಗಾಲ 3631. ಗುಂಡ್ಲುಪೇಟೆ ನ್ಯಾಯಾಲಯದಲ್ಲಿ 1472 ಪ್ರಕರಣ ಇತ್ಯರ್ಥವಾಗಿದೆ. ಒಟ್ಟು ಪರಿಹಾರ ಮೊತ್ತ ರೂ. 9,46,33,388 ಆಗಿದೆ ಎಂದು ತಿಳಿಸಿದರು. ಜನತೆ ಹೆಚ್ಚಿನ ಸಂಖ್ಯೆಯಲ್ಲಿ ಪ್ರಯೋಜನ ಪಡೆದುಕೊಂಡಿದ್ದಾರೆ. [778, 745, 894, 818]
kaveri-protest-photo [56, 966, 282, 1040]
petition-article-col4: ಬಳಿಕ ಜಿಲ್ಲಾಧಿಕಾರಿಗಳು ಮಾತನಾಡಿ, ಈ ಸಂಬಂಧ ಪರಿಶೀಲಿಸಿ ಸೂಕ್ತ ಕ್ರಮ ಕೈಗೊಳ್ಳುವುದಾಗಿ ಭರವಸೆ ನೀಡಿದರು. ಈ ಸಂದರ್ಭ ವ್ಯಾಪಾರಿಗಳ ಸಂಘದ ಪದಾಧಿಕಾರಿಗಳು ಹಾಜರಿದ್ದರು. [769, 262, 894, 283]
petition-article-col1: ಆಂದಿನ ಸಾಮಾನ್ಯ ಸಭೆಯಲ್ಲಿ ಪಟ್ಟಣ ಪಂಚಾಯಿತಿ ವ್ಯಾಪ್ತಿಯ ಅಂಗಡಿ ಮಳಿಗೆಗಳ ಹರಾಜು ಕುರಿತು ನಿರ್ಣಯ ಕೈಗೊಂಡಿದ್ದು, ಪಾರದರ್ಶಕವಾಗಿ ನಡೆಯಬೇಕು. ಈಗಾಗಲೇ ನಡೆಸುತ್ತಿರುವ ವ್ಯಾಪಾರಿಗಳಿಗೆ ಆದ್ಯತೆ ನೀಡಬೇಕು. ಹರಾಜು ಪ್ರಕ್ರಿಯೆಯನ್ನು ಮುಂದೂಡಬೇಕು ಎಂದು ಮನವಿ ಮಾಡಲಾಯಿತು. ಡಿ.17 ಮತ್ತು 21ರಂದು ನಡೆಯಲಿರುವ ಹರಾಜನ್ನು ರದ್ದುಪಡಿಸಬೇಕು. ಇದರಿಂದ ಹಲವು ಕುಟುಂಬಗಳು ಬೀದಿಗೆ ಬೀಳಲಿವೆ ಎಂದು ವ್ಯಾಪಾರಿಗಳು ಅಳಲು ತೋಡಿಕೊಂಡರು. [769, 110, 894, 161]
reg-dot [862, 1404, 869, 1411]
column-divider [288, 942, 289, 1242]
goods-article-col1: ಕೊಳ್ಳೇಗಾಲ, ಡಿ.13–ಚಾಲಕನ ನಿಯಂತ್ರಣ ತಪ್ಪಿ ಗೂಡ್ಸ್ ವಾಹನ ಪಲ್ಟಿಯಾದ ಪರಿಣಾಮ 20ಕ್ಕೂ ಹೆಚ್ಚು ಮೇಕೆ ಮತ್ತು ಕುರಿಗಳು ಸಾವನ್ನಪ್ಪಿರುವ ಘಟನೆ ಬುಧವಾರ ತಾಲೂಕಿನ ಹನೂರು ಸಮೀಪ ನಡೆದಿದೆ. ಜಾತ್ರೆಯ ಹಿನ್ನೆಲೆಯಲ್ಲಿ ಮಾರಾಟಕ್ಕೆ ಸುಮಾರು 85ಕ್ಕೂ ಹೆಚ್ಚು ಮೇಕೆ ಹಾಗೂ ಕುರಿಗಳನ್ನು ವಾಹನದಲ್ಲಿ ಸಾಗಿಸಲಾಗುತ್ತಿತ್ತು. ಇದರಲ್ಲಿ ಇಪ್ಪತ್ತಕ್ಕೂ ಹೆಚ್ಚು ಪ್ರಾಣಿಗಳು ಸ್ಥಳದಲ್ಲೇ ಮೃತಪಟ್ಟಿವೆ. ಚಾಲಕನಿಗೂ ಗಾಯಗಳಾಗಿದ್ದು ಆಸ್ಪತ್ರೆಗೆ ದಾಖಲಿಸಲಾಗಿದೆ. ಈ ಸಂಬಂಧ ಪೊಲೀಸ್ ಠಾಣೆಯಲ್ಲಿ ಪ್ರಕರಣ ದಾಖಲಾಗಿದೆ. [56, 742, 174, 800]
divider [654, 560, 894, 561]
divider [52, 622, 288, 623]
road-article-col4: ವಿಸ್ತರಣೆ, ಫುಟ್‌ಪಾತ್ ಮಾಡಿದ ನಂತರ ಡಾಂಬರೀಕರಣ ಮಾಡಬೇಕು. ಸರ್ಕಾರ, ಜನಪ್ರತಿನಿಧಿಗಳು ಹಾಗೂ ಸಂಬಂಧಿಸಿದ ಇಲಾಖೆಗಳು ರಸ್ತೆ ಪಕ್ಕದ ಮಾರ್ಜಿನಲ್ ಫುಟ್‌ಪಾತ್ ವಿಸ್ತರಣೆ ಮಾಡಿ ವಾಹನ ಸವಾರರ ಜೀವ ರಕ್ಷಿಸಬೇಕು. ಸುರಕ್ಷಿತ ಸಂಚಾರಕ್ಕೆ ವ್ಯವಸ್ಥೆ ಮಾಡಬೇಕು ಎಂದು ಗ್ರಾಮ ಪಂಚಾಯತಿ ಸದಸ್ಯ ಆರ್. ಕೆ.ಚಂದ್ರಶೇಖರ್ ಆಗ್ರಹಿಸಿದ್ದಾರೆ. [414, 300, 524, 344]
reg-dot [50, 1404, 57, 1411]
school-trip-photo [56, 1248, 406, 1376]
reg-dot [886, 1404, 893, 1411]
sweep-event-photo [416, 1024, 654, 1144]
crop-mark [0, 710, 18, 711]
obituary2-article: ಚಾಮರಾಜನಗರ, ಡಿ.13–ತಾಲೂಕಿನ ಪರಂಗಿ ಗ್ರಾಮದ ನಿವಾಸಿ ಮಾದಶೆಟ್ಟಿ (80) ಅನಾರೋಗ್ಯದಿಂದ ಬುಧವಾರ ನಿಧನರಾದರು. ಮೃತರು ಪತ್ನಿ, ಪುತ್ರರು ಸೇರಿದಂತೆ ಅಪಾರ ಬಂಧುಮಿತ್ರರನ್ನು ಅಗಲಿದ್ದಾರೆ. ಅಂತ್ಯಕ್ರಿಯೆ ಸ್ವಗ್ರಾಮದಲ್ಲಿ ನೆರವೇರಿತು. [740, 1260, 818, 1304]
drugs-headline-line2: ಆರೋಪಿ ಬಂಧನ [314, 964, 383, 979]
column-divider [410, 714, 411, 942]
